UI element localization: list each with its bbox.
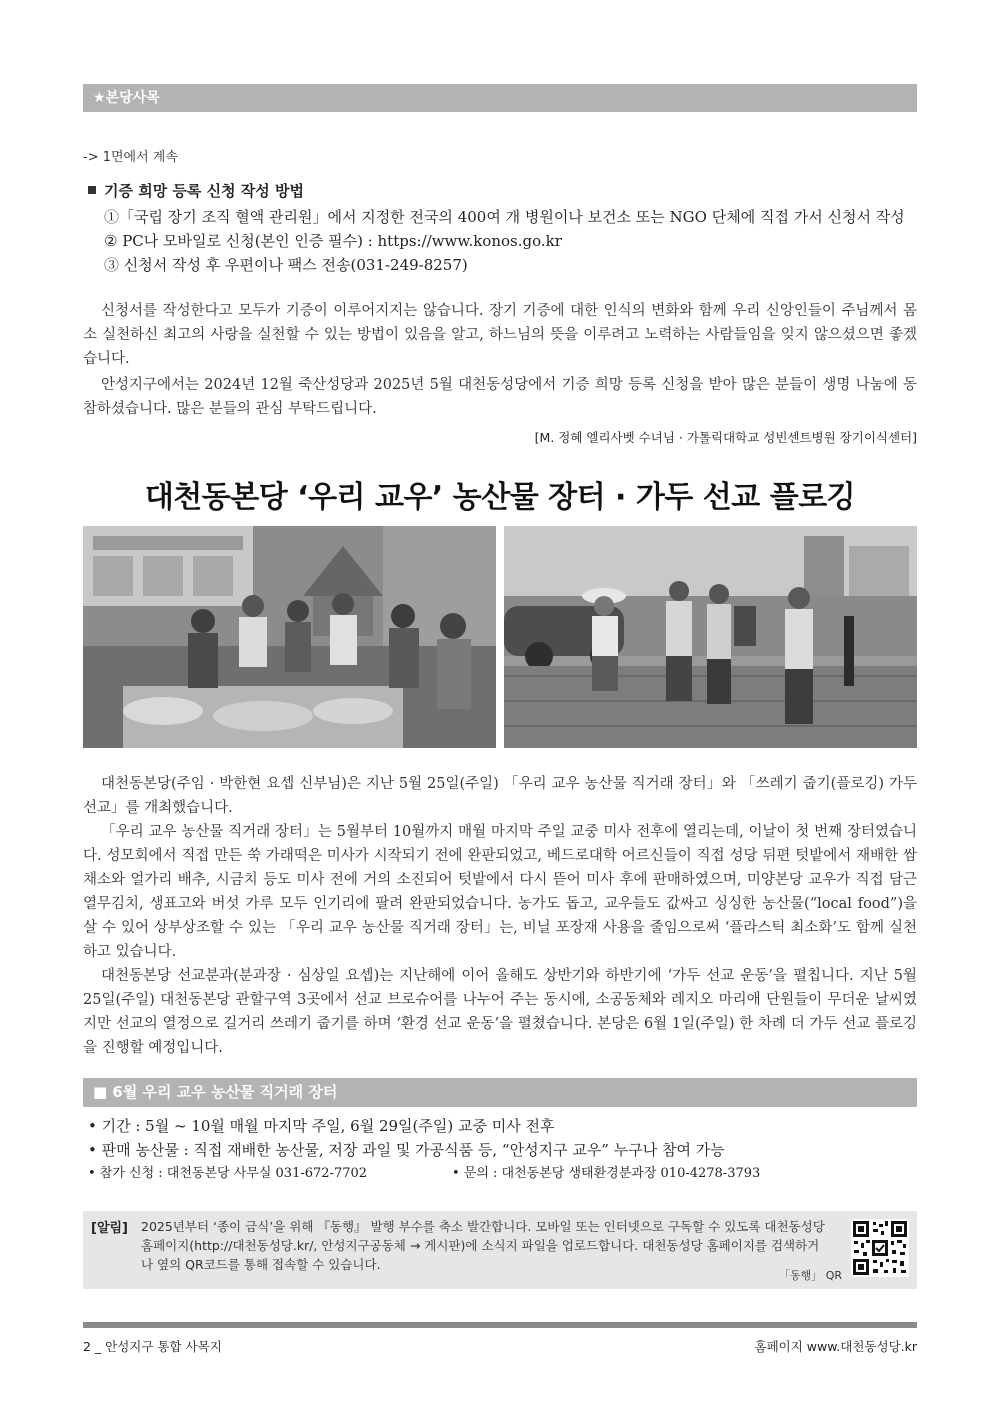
market-products: • 판매 농산물 : 직접 재배한 농산물, 저장 과일 및 가공식품 등, “안성지구 교우” 누구나 참여 가능 — [88, 1141, 725, 1159]
market-info-header: ■ 6월 우리 교우 농산물 직거래 장터 — [83, 1078, 917, 1107]
market-info-list — [88, 1114, 761, 1186]
article-paragraph: 대천동본당 선교분과(분과장 · 심상일 요셉)는 지난해에 이어 올해도 상반기와 하반기에 ‘가두 선교 운동’을 펼칩니다. 지난 5월 25일(주일) 대천동본당 관할구역 3곳에서 선교 브로슈어를 나누어 주는 동시에, 소공동체와 레지오 마리애 단원들이 무더운 날씨였지만 선교의 열정으로 길거리 쓰레기 줍기를 하며 ‘환경 선교 운동’을 펼쳤습니다. 본당은 6월 1일(주일) 한 차례 더 가두 선교 플로깅을 진행할 예정입니다. — [83, 968, 917, 1056]
method-heading-text: 기증 희망 등록 신청 작성 방법 — [104, 182, 304, 200]
plogging-photo — [504, 526, 917, 748]
article-headline: 대천동본당 ‘우리 교우’ 농산물 장터 · 가두 선교 플로깅 — [144, 480, 856, 515]
plogging-photo-image — [504, 526, 917, 748]
notice-box — [83, 1211, 917, 1289]
footer-divider — [83, 1322, 917, 1328]
page-footer-left: 2 _ 안성지구 통합 사목지 — [83, 1339, 222, 1354]
market-period: • 기간 : 5월 ~ 10월 매월 마지막 주일, 6월 29일(주일) 교중 미사 전후 — [88, 1117, 555, 1135]
method-heading — [88, 180, 304, 201]
article-paragraph: 「우리 교우 농산물 직거래 장터」는 5월부터 10월까지 매월 마지막 주일 교중 미사 전후에 열리는데, 이날이 첫 번째 장터였습니다. 성모회에서 직접 만든 쑥 가래떡은 미사가 시작되기 전에 완판되었고, 베드로대학 어르신들이 직접 성당 뒤편 텃밭에서 재배한 쌈 채소와 얼가리 배추, 시금치 등도 미사 전에 거의 소진되어 텃밭에서 다시 뜯어 미사 후에 판매하였으며, 미양본당 교우가 직접 담근 열무김치, 생표고와 버섯 가루 모두 인기리에 팔려 완판되었습니다. 농가도 돕고, 교우들도 값싸고 싱싱한 농산물(“local food”)을 살 수 있어 상부상조할 수 있는 「우리 교우 농산물 직거래 장터」는, 비닐 포장재 사용을 줄임으로써 ‘플라스틱 최소화’도 함께 실천하고 있습니다. — [83, 824, 917, 960]
square-bullet-icon — [88, 186, 96, 194]
market-contact: • 문의 : 대천동본당 생태환경분과장 010-4278-3793 — [452, 1166, 761, 1181]
body-paragraph: 안성지구에서는 2024년 12월 죽산성당과 2025년 5월 대천동성당에서 기증 희망 등록 신청을 받아 많은 분들이 생명 나눔에 동참하셨습니다. 많은 분들의 관심 부탁드립니다. — [83, 377, 917, 417]
method-item: ①「국립 장기 조직 혈액 관리원」에서 지정한 전국의 400여 개 병원이나 보건소 또는 NGO 단체에 직접 가서 신청서 작성 — [104, 208, 905, 226]
notice-label: [알림] — [91, 1221, 128, 1236]
article-paragraph: 대천동본당(주임 · 박한현 요셉 신부님)은 지난 5월 25일(주일) 「우리 교우 농산물 직거래 장터」와 「쓰레기 줍기(플로깅) 가두 선교」를 개최했습니다. — [83, 776, 917, 816]
market-photo — [83, 526, 496, 748]
notice-text: 2025년부터 ‘종이 금식’을 위해 『동행』 발행 부수를 축소 발간합니다. 모바일 또는 인터넷으로 구독할 수 있도록 대천동성당 홈페이지(http://대천동성당.kr/, 안성지구공동체 → 게시판)에 소식지 파일을 업로드합니다. 대천동성당 홈페이지를 검색하거나 옆의 QR코드를 통해 접속할 수 있습니다. — [141, 1219, 825, 1272]
page-footer-right: 홈페이지 www.대천동성당.kr — [754, 1339, 917, 1354]
continued-note: -> 1면에서 계속 — [83, 150, 178, 165]
qr-code-icon[interactable] — [851, 1219, 909, 1277]
section-header: ★본당사목 — [83, 84, 917, 112]
market-photo-image — [83, 526, 496, 748]
method-list — [104, 205, 905, 277]
method-item: ② PC나 모바일로 신청(본인 인증 필수) : https://www.konos.go.kr — [104, 232, 562, 250]
method-item: ③ 신청서 작성 후 우편이나 팩스 전송(031-249-8257) — [104, 256, 468, 274]
source-credit: [M. 정혜 엘리사벳 수녀님 · 가톨릭대학교 성빈센트병원 장기이식센터] — [534, 430, 917, 445]
body-paragraph: 신청서를 작성한다고 모두가 기증이 이루어지지는 않습니다. 장기 기증에 대한 인식의 변화와 함께 우리 신앙인들이 주님께서 몸소 실천하신 최고의 사랑을 실천할 수 있는 방법이 있음을 알고, 하느님의 뜻을 이루려고 노력하는 사람들임을 잊지 않으셨으면 좋겠습니다. — [83, 303, 917, 367]
qr-caption: 「동행」 QR — [779, 1269, 843, 1282]
market-apply: • 참가 신청 : 대천동본당 사무실 031-672-7702 — [88, 1166, 368, 1181]
